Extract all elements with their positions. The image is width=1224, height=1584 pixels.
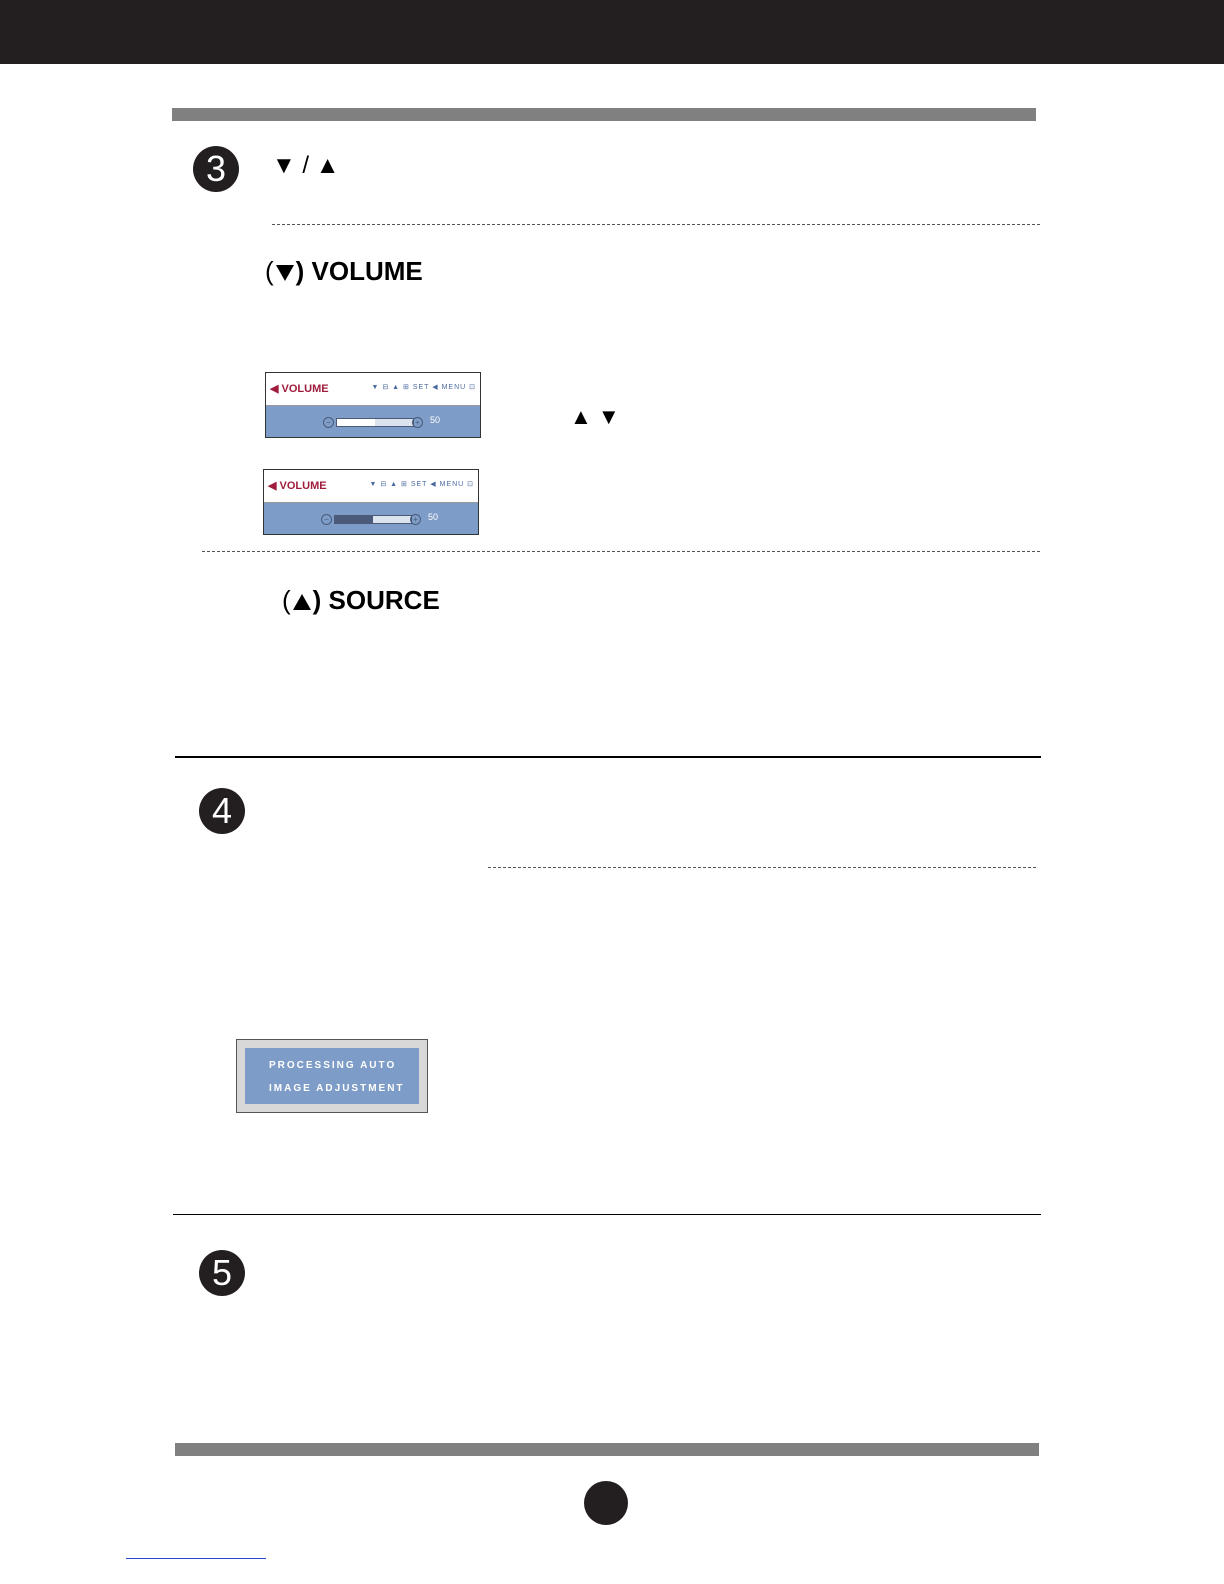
volume-heading: ( ) VOLUME (265, 256, 423, 286)
page-number-circle (584, 1481, 628, 1525)
step-3-circle (193, 146, 239, 192)
processing-line-1: PROCESSING AUTO (269, 1060, 397, 1071)
divider (272, 224, 1040, 225)
section-rule (175, 756, 1041, 758)
step-5-circle (199, 1250, 245, 1296)
step-4-circle (199, 788, 245, 834)
down-arrow-icon (276, 265, 294, 281)
step-3-number: 3 (205, 148, 227, 189)
volume-osd-light (265, 372, 481, 438)
plus-icon: + (412, 417, 423, 428)
plus-icon: + (410, 514, 421, 525)
header-bar (0, 0, 1224, 64)
minus-icon: − (323, 417, 334, 428)
step-4-number: 4 (211, 790, 233, 831)
up-arrow-icon (293, 594, 311, 610)
volume-value: 50 (430, 415, 441, 425)
top-section-rule (172, 108, 1036, 121)
source-heading: ( ) SOURCE (282, 585, 440, 615)
minus-icon: − (321, 514, 332, 525)
volume-osd-dark (263, 469, 479, 535)
processing-osd (236, 1039, 428, 1113)
divider (202, 551, 1040, 552)
volume-osd-title: ◀ VOLUME (270, 383, 329, 395)
osd-controls: ▼ ⊟ ▲ ⊞ SET ◀ MENU ⊡ (371, 384, 476, 391)
volume-bar (334, 515, 412, 524)
volume-bar-fill (335, 516, 373, 523)
volume-value: 50 (428, 512, 439, 522)
arrows-hint: ▲ ▼ (570, 404, 620, 429)
volume-bar (336, 418, 414, 427)
osd-controls: ▼ ⊟ ▲ ⊞ SET ◀ MENU ⊡ (369, 481, 474, 488)
volume-bar-fill (337, 419, 375, 426)
processing-line-2: IMAGE ADJUSTMENT (269, 1083, 405, 1094)
link-underline[interactable] (126, 1558, 266, 1559)
divider (488, 867, 1036, 868)
step-5-number: 5 (211, 1252, 233, 1293)
bottom-section-rule (175, 1443, 1039, 1456)
section-rule (173, 1214, 1041, 1215)
volume-osd-title: ◀ VOLUME (268, 480, 327, 492)
step-3-arrows: ▼ / ▲ (272, 152, 340, 179)
